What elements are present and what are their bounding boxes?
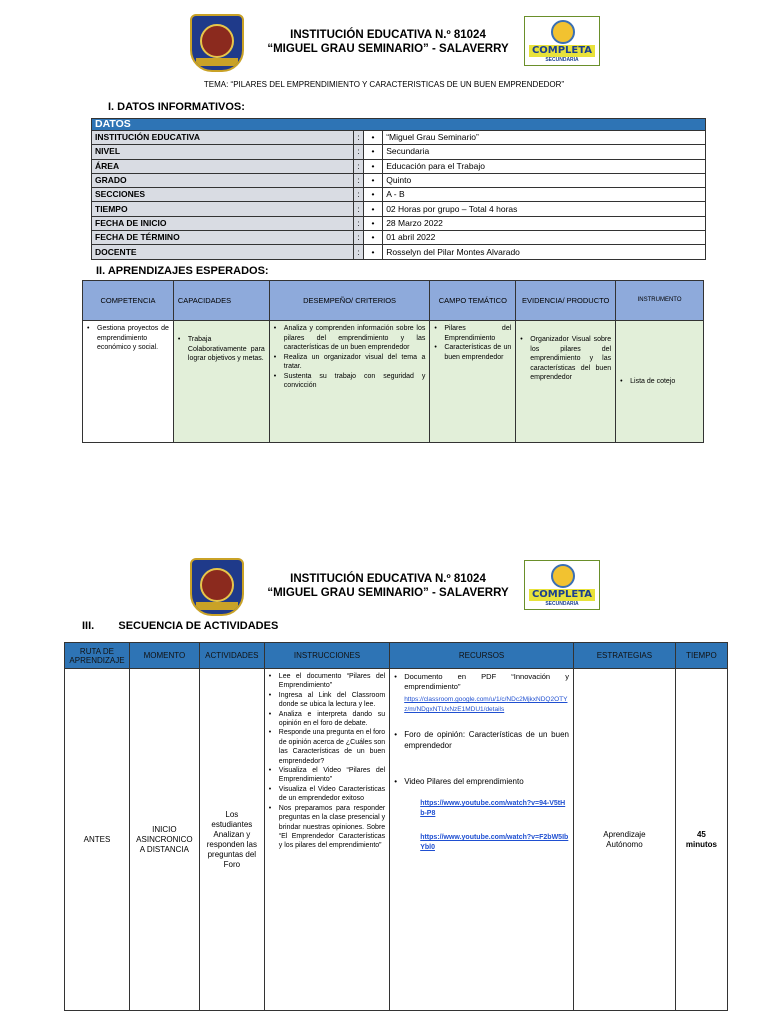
section-aprendizajes-heading: II. APRENDIZAJES ESPERADOS: <box>96 265 269 277</box>
ruta-cell: ANTES <box>65 669 130 1011</box>
datos-row: SECCIONES : • A - B <box>92 188 706 202</box>
list-item: • Lista de cotejo <box>620 377 699 387</box>
completa-logo: COMPLETA SECUNDARIA <box>524 560 600 610</box>
momento-cell: INICIO ASINCRONICO A DISTANCIA <box>129 669 199 1011</box>
section-secuencia-heading: III. SECUENCIA DE ACTIVIDADES <box>82 620 279 632</box>
list-item: • Ingresa al Link del Classroom donde se ubica la lectura y lee. <box>269 691 385 710</box>
datos-row: DOCENTE : • Rosselyn del Pilar Montes Alvarado <box>92 245 706 259</box>
school-crest-logo <box>190 14 244 72</box>
col-header: RECURSOS <box>390 643 574 669</box>
list-item: • Visualiza el Video “Pilares del Emprendimiento” <box>269 766 385 785</box>
youtube-link-1[interactable]: https://www.youtube.com/watch?v=94-V5tHb-P8 <box>420 800 566 817</box>
col-header: TIEMPO <box>675 643 727 669</box>
institution-name: INSTITUCIÓN EDUCATIVA N.º 81024 <box>290 29 486 41</box>
recursos-cell <box>390 669 574 1011</box>
col-header: CAMPO TEMÁTICO <box>430 281 516 321</box>
competencia-cell <box>83 321 174 443</box>
tema-line: TEMA: “PILARES DEL EMPRENDIMIENTO Y CARACTERISTICAS DE UN BUEN EMPRENDEDOR” <box>203 80 565 89</box>
instrucciones-cell <box>264 669 389 1011</box>
list-item: • Trabaja Colaborativamente para lograr objetivos y metas. <box>178 335 265 364</box>
datos-row: GRADO : • Quinto <box>92 173 706 187</box>
list-item: • Características de un buen emprendedor <box>434 343 511 362</box>
col-header: MOMENTO <box>129 643 199 669</box>
col-header: INSTRUMENTO <box>616 281 704 321</box>
col-header: RUTA DE APRENDIZAJE <box>65 643 130 669</box>
secuencia-table <box>64 642 728 1011</box>
institution-subname: “MIGUEL GRAU SEMINARIO” - SALAVERRY <box>267 43 509 55</box>
desempeno-cell <box>269 321 430 443</box>
page-header-title <box>250 572 526 600</box>
list-item: • Analiza y comprenden información sobre los pilares del emprendimiento y las características de un buen emprendedor <box>274 324 426 353</box>
datos-row: FECHA DE INICIO : • 28 Marzo 2022 <box>92 216 706 230</box>
col-header: ESTRATEGIAS <box>573 643 675 669</box>
institution-name: INSTITUCIÓN EDUCATIVA N.º 81024 <box>290 573 486 585</box>
page-header-title <box>250 28 526 56</box>
capacidades-cell <box>173 321 269 443</box>
datos-table <box>91 118 706 260</box>
col-header: DESEMPEÑO/ CRITERIOS <box>269 281 430 321</box>
list-item: • Visualiza el Video Características de un emprendedor exitoso <box>269 785 385 804</box>
list-item: • Gestiona proyectos de emprendimiento económico y social. <box>87 324 169 353</box>
list-item: • Nos preparamos para responder preguntas en la clase presencial y brindar nuestras opiniones. Sobre “El Emprendedor Características y los pilares del emprendimiento” <box>269 804 385 851</box>
col-header: COMPETENCIA <box>83 281 174 321</box>
col-header: INSTRUCCIONES <box>264 643 389 669</box>
institution-subname: “MIGUEL GRAU SEMINARIO” - SALAVERRY <box>267 587 509 599</box>
datos-row: INSTITUCIÓN EDUCATIVA : • “Miguel Grau Seminario” <box>92 131 706 145</box>
actividades-cell: Los estudiantes Analizan y responden las preguntas del Foro <box>199 669 264 1011</box>
school-crest-logo <box>190 558 244 616</box>
recurso-video: • Video Pilares del emprendimiento <box>394 777 569 787</box>
list-item: • Lee el documento “Pilares del Emprendimiento” <box>269 672 385 691</box>
tiempo-cell: 45 minutos <box>675 669 727 1011</box>
datos-row: ÁREA : • Educación para el Trabajo <box>92 159 706 173</box>
col-header: EVIDENCIA/ PRODUCTO <box>516 281 616 321</box>
youtube-link-2[interactable]: https://www.youtube.com/watch?v=F2bW5IbYbl0 <box>420 834 569 851</box>
section-datos-heading: I. DATOS INFORMATIVOS: <box>108 101 245 113</box>
datos-title: DATOS <box>92 119 706 131</box>
campo-cell <box>430 321 516 443</box>
recurso-foro: • Foro de opinión: Características de un buen emprendedor <box>394 729 569 751</box>
estrategias-cell: Aprendizaje Autónomo <box>573 669 675 1011</box>
list-item: • Pilares del Emprendimiento <box>434 324 511 343</box>
list-item: • Sustenta su trabajo con seguridad y convicción <box>274 372 426 391</box>
list-item: • Organizador Visual sobre los pilares del emprendimiento y las características del buen emprendedor <box>520 335 611 383</box>
datos-row: NIVEL : • Secundaria <box>92 145 706 159</box>
evidencia-cell <box>516 321 616 443</box>
datos-row: TIEMPO : • 02 Horas por grupo – Total 4 horas <box>92 202 706 216</box>
instrumento-cell <box>616 321 704 443</box>
classroom-link[interactable]: https://classroom.google.com/u/1/c/NDc2MjkxNDQ2OTYz/m/NDgxNTUxNzE1MDU1/details <box>404 696 568 713</box>
list-item: • Analiza e interpreta dando su opinión en el foro de debate. <box>269 710 385 729</box>
datos-row: FECHA DE TÉRMINO : • 01 abril 2022 <box>92 231 706 245</box>
aprendizajes-table <box>82 280 704 443</box>
list-item: • Realiza un organizador visual del tema a tratar. <box>274 353 426 372</box>
col-header: ACTIVIDADES <box>199 643 264 669</box>
col-header: CAPACIDADES <box>173 281 269 321</box>
completa-logo: COMPLETA SECUNDARIA <box>524 16 600 66</box>
list-item: • Responde una pregunta en el foro de opinión acerca de ¿Cuáles son las Características de un buen emprendedor? <box>269 728 385 766</box>
recurso-documento: • Documento en PDF “Innovación y emprendimiento” https://classroom.google.com/u/1/c/NDc2MjkxNDQ2OTYz/m/NDgxNTUxNzE1MDU1/details <box>394 672 569 715</box>
